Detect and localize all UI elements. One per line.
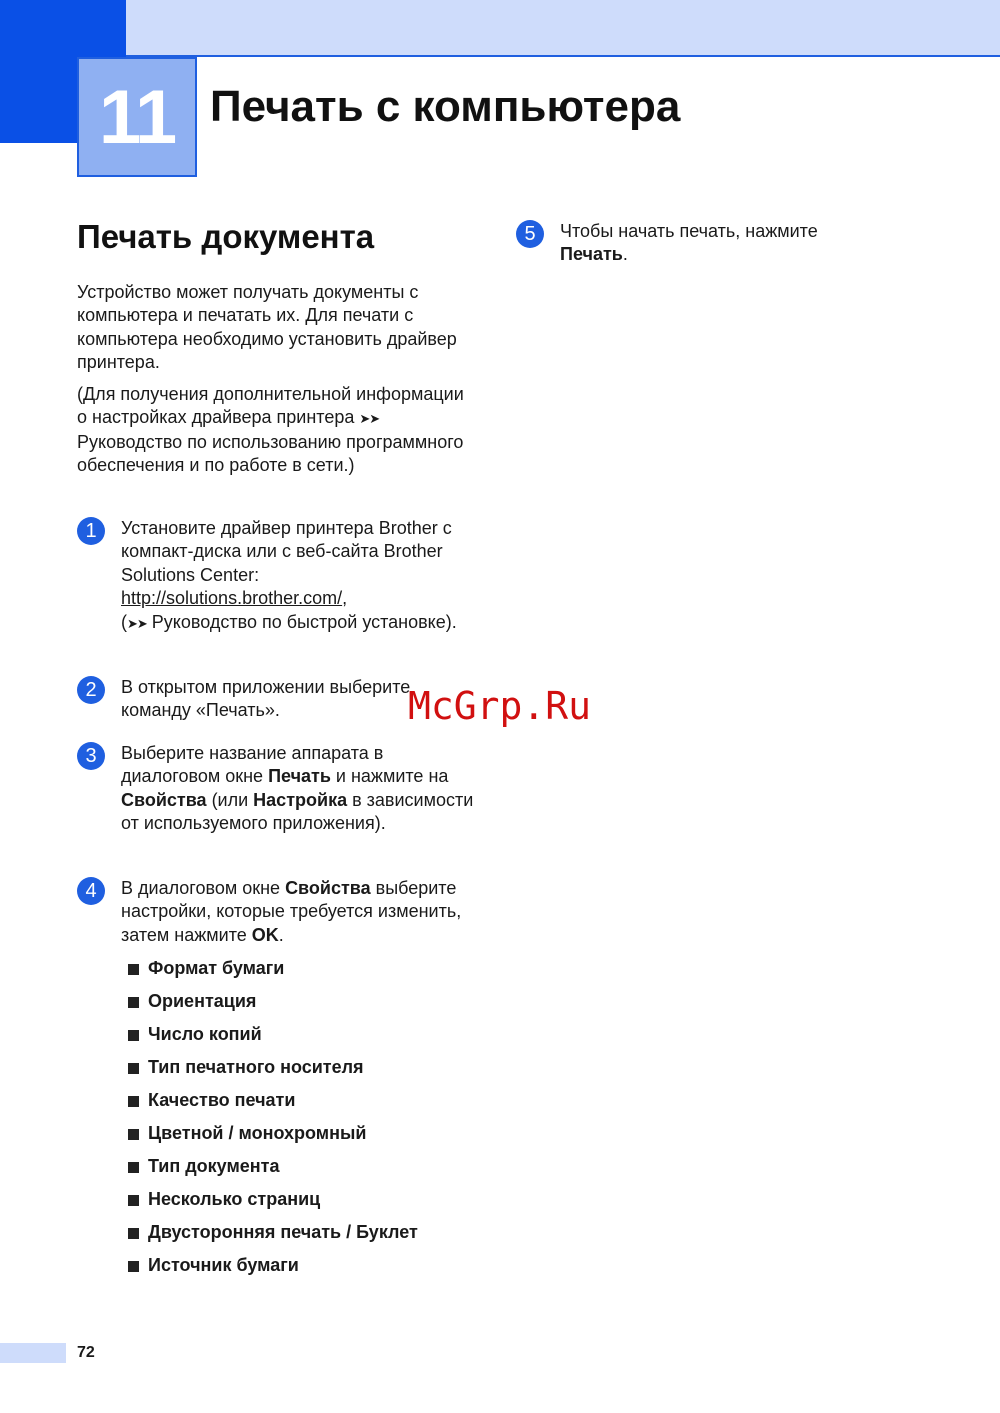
step-3-text-2: и нажмите на <box>330 766 449 787</box>
square-bullet-icon <box>128 1261 139 1272</box>
square-bullet-icon <box>128 1030 139 1041</box>
step-4-text <box>121 877 477 947</box>
step-3-text <box>121 742 477 836</box>
step-1-comma: , <box>342 588 348 609</box>
square-bullet-icon <box>128 1129 139 1140</box>
step-4 <box>77 877 477 947</box>
list-item-label: Цветной / монохромный <box>148 1123 367 1143</box>
list-item <box>128 1156 418 1189</box>
step-number-badge: 3 <box>77 742 105 770</box>
step-3-text-4: в зависимости от используемого приложения). <box>121 789 474 834</box>
step-3-text-3: (или <box>206 789 254 810</box>
step-3 <box>77 742 477 836</box>
step-1-text-d: Руководство по быстрой установке). <box>146 611 457 632</box>
list-item-label: Тип документа <box>148 1156 280 1176</box>
list-item <box>128 1057 418 1090</box>
step-1-text-a: Установите драйвер принтера Brother с компакт-диска или с веб-сайта Brother Solutions Center: <box>121 518 452 585</box>
properties-dialog-name: Свойства <box>285 878 371 898</box>
reference-text-end: Руководство по использованию программного обеспечения и по работе в сети.) <box>77 431 464 476</box>
step-number-badge: 2 <box>77 676 105 704</box>
step-2-text: В открытом приложении выберите команду «Печать». <box>121 677 411 721</box>
step-4-text-1: В диалоговом окне <box>121 878 286 898</box>
list-item-label: Формат бумаги <box>148 958 285 978</box>
setup-button-name: Настройка <box>253 789 348 810</box>
square-bullet-icon <box>128 1228 139 1239</box>
step-5 <box>516 220 936 267</box>
page-number: 72 <box>77 1344 95 1361</box>
list-item <box>128 1189 418 1222</box>
intro-paragraph: Устройство может получать документы с компьютера и печатать их. Для печати с компьютера необходимо установить драйвер принтера. <box>77 282 457 373</box>
square-bullet-icon <box>128 1162 139 1173</box>
header-rule <box>126 55 1000 57</box>
list-item-label: Двусторонняя печать / Буклет <box>148 1222 418 1242</box>
section-title: Печать документа <box>77 218 375 255</box>
step-1-paren: ( <box>121 611 127 632</box>
list-item <box>128 1255 418 1288</box>
reference-text-start: (Для получения дополнительной информации о настройках драйвера принтера <box>77 384 464 428</box>
ok-button-name: OK <box>251 924 279 945</box>
step-5-text-1: Чтобы начать печать, нажмите <box>560 221 818 241</box>
list-item-label: Тип печатного носителя <box>148 1057 364 1077</box>
print-button-name: Печать <box>560 244 623 265</box>
list-item <box>128 1090 418 1123</box>
square-bullet-icon <box>128 1195 139 1206</box>
square-bullet-icon <box>128 1096 139 1107</box>
watermark: McGrp.Ru <box>408 684 592 728</box>
list-item-label: Число копий <box>148 1024 262 1044</box>
driver-settings-list <box>128 958 418 1288</box>
page-tab <box>0 1343 66 1363</box>
properties-button-name: Свойства <box>121 789 207 810</box>
list-item <box>128 1024 418 1057</box>
step-5-text-2: . <box>622 244 628 265</box>
step-number-badge: 1 <box>77 517 105 545</box>
step-number-badge: 4 <box>77 877 105 905</box>
double-chevron-icon: ➤➤ <box>127 615 147 631</box>
reference-paragraph <box>77 383 477 478</box>
square-bullet-icon <box>128 1063 139 1074</box>
step-3-text-1: Выберите название аппарата в диалоговом окне <box>121 743 384 787</box>
step-4-text-2: выберите настройки, которые требуется изменить, затем нажмите <box>121 878 462 945</box>
list-item-label: Несколько страниц <box>148 1189 321 1209</box>
list-item <box>128 991 418 1024</box>
list-item-label: Качество печати <box>148 1090 296 1110</box>
header-band <box>126 0 1000 55</box>
chapter-number: 11 <box>98 74 176 160</box>
chapter-number-box <box>77 57 197 177</box>
list-item-label: Источник бумаги <box>148 1255 299 1275</box>
list-item <box>128 1222 418 1255</box>
list-item-label: Ориентация <box>148 991 257 1011</box>
step-number-badge: 5 <box>516 220 544 248</box>
list-item <box>128 1123 418 1156</box>
square-bullet-icon <box>128 964 139 975</box>
square-bullet-icon <box>128 997 139 1008</box>
solutions-center-link[interactable]: http://solutions.brother.com/ <box>121 588 343 609</box>
print-dialog-name: Печать <box>268 766 331 787</box>
step-1 <box>77 517 477 635</box>
chapter-title: Печать с компьютера <box>210 82 681 131</box>
list-item <box>128 958 418 991</box>
step-5-text <box>560 220 936 267</box>
double-chevron-icon: ➤➤ <box>359 411 380 427</box>
step-4-text-3: . <box>278 924 284 945</box>
step-1-text <box>121 517 477 635</box>
